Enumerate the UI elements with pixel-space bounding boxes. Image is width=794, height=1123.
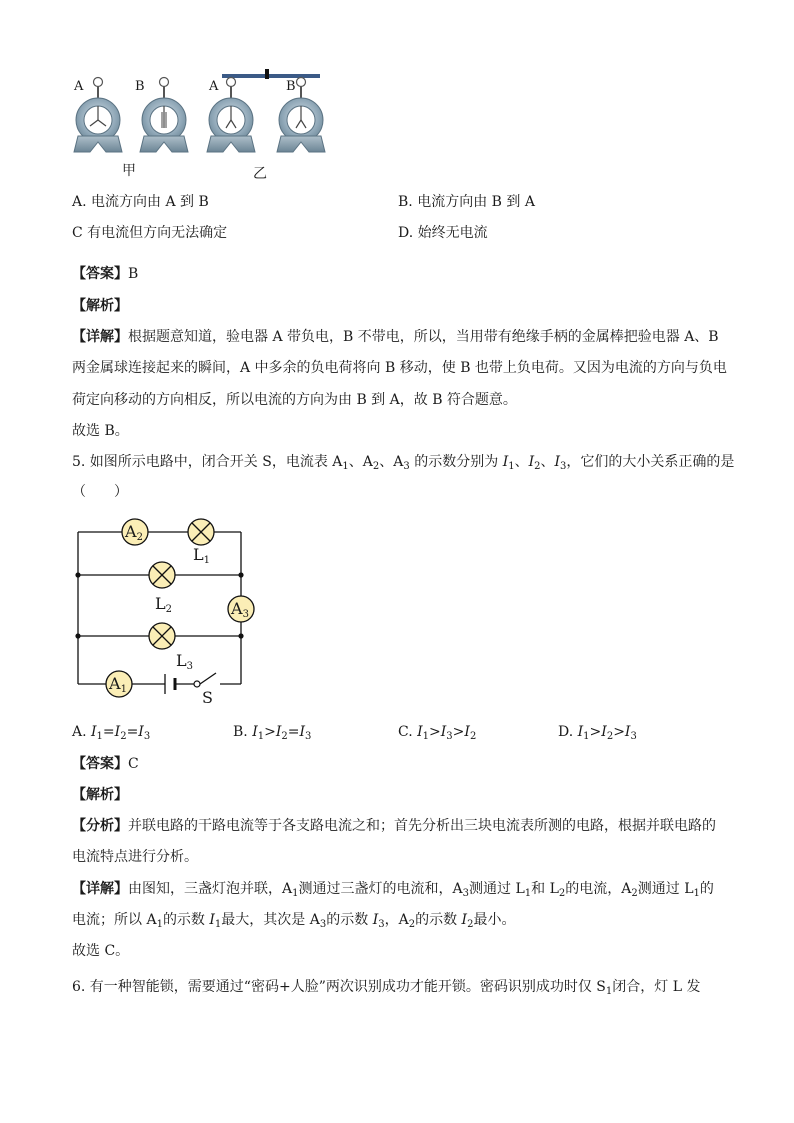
- lamp-l1: [188, 519, 214, 545]
- q5-option-d: D. $I_1>I_2>I_3$: [558, 724, 637, 742]
- lamp-l2-label: $L_2$: [155, 594, 172, 615]
- q4-answer: 【答案】B: [72, 266, 139, 282]
- fig-label-a-right: A: [209, 79, 219, 94]
- ammeter-a1-label: $A_1$: [109, 674, 127, 695]
- q4-detail-line-2: 两金属球连接起来的瞬间，A 中多余的负电荷将向 B 移动，使 B 也带上负电荷。又因为电流的方向与负电: [72, 360, 727, 376]
- q5-conclusion: 故选 C。: [72, 943, 130, 959]
- lamp-l3-label: $L_3$: [176, 651, 193, 672]
- q4-analysis-label: 【解析】: [72, 298, 128, 314]
- fig-label-b-right: B: [286, 79, 296, 94]
- q5-option-c: C. $I_1>I_3>I_2$: [398, 724, 477, 742]
- lamp-l1-label: $L_1$: [193, 545, 210, 566]
- electroscope-b-right: [277, 78, 325, 153]
- ammeter-a2-label: $A_2$: [125, 522, 143, 543]
- q5-option-a: A. $I_1=I_2=I_3$: [72, 724, 151, 742]
- q5-detail-line-1: 【详解】由图知，三盏灯泡并联，$A_1$测通过三盏灯的电流和，$A_3$测通过 $L_1$和 $L_2$的电流，$A_2$测通过 $L_1$的: [72, 881, 714, 899]
- q4-conclusion: 故选 B。: [72, 423, 129, 439]
- q4-detail-line-3: 荷定向移动的方向相反，所以电流的方向为由 B 到 A，故 B 符合题意。: [72, 392, 517, 408]
- q4-option-c: C 有电流但方向无法确定: [72, 225, 228, 241]
- q6-stem: 6. 有一种智能锁，需要通过“密码+人脸”两次识别成功才能开锁。密码识别成功时仅 $S_1$闭合，灯 L 发: [72, 979, 701, 997]
- switch-label: S: [202, 688, 213, 707]
- q5-analysis-label: 【解析】: [72, 787, 128, 803]
- q5-answer: 【答案】C: [72, 756, 139, 772]
- metal-rod: [222, 74, 320, 78]
- ammeter-a3-label: $A_3$: [231, 599, 249, 620]
- q5-option-b: B. $I_1>I_2=I_3$: [233, 724, 312, 742]
- q5-detail-line-2: 电流；所以 $A_1$的示数 $I_1$最大，其次是 $A_3$的示数 $I_3$，$A_2$的示数 $I_2$最小。: [72, 912, 516, 930]
- rod-handle: [265, 69, 269, 79]
- q5-analysis-line-1: 【分析】并联电路的干路电流等于各支路电流之和；首先分析出三块电流表所测的电路，根据并联电路的: [72, 818, 716, 834]
- lamp-l2: [149, 562, 175, 588]
- switch-pivot: [194, 681, 200, 687]
- q5-paren: （ ）: [72, 484, 128, 500]
- electroscope-b-left: [140, 78, 188, 153]
- fig-label-b-left: B: [135, 79, 145, 94]
- fig-caption-right: 乙: [253, 166, 267, 182]
- fig-label-a-left: A: [74, 79, 84, 94]
- q5-analysis-line-2: 电流特点进行分析。: [72, 849, 198, 865]
- lamp-l3: [149, 623, 175, 649]
- q4-detail-line-1: 【详解】根据题意知道，验电器 A 带负电，B 不带电，所以，当用带有绝缘手柄的金属棒把验电器 A、B: [72, 329, 719, 345]
- q5-stem: 5. 如图所示电路中，闭合开关 S，电流表 $A_1$、$A_2$、$A_3$ 的示数分别为 $I_1$、$I_2$、$I_3$，它们的大小关系正确的是: [72, 454, 735, 472]
- fig-caption-left: 甲: [122, 163, 136, 179]
- q4-option-a: A. 电流方向由 A 到 B: [72, 194, 209, 210]
- q4-option-d: D. 始终无电流: [398, 225, 488, 241]
- q4-option-b: B. 电流方向由 B 到 A: [398, 194, 535, 210]
